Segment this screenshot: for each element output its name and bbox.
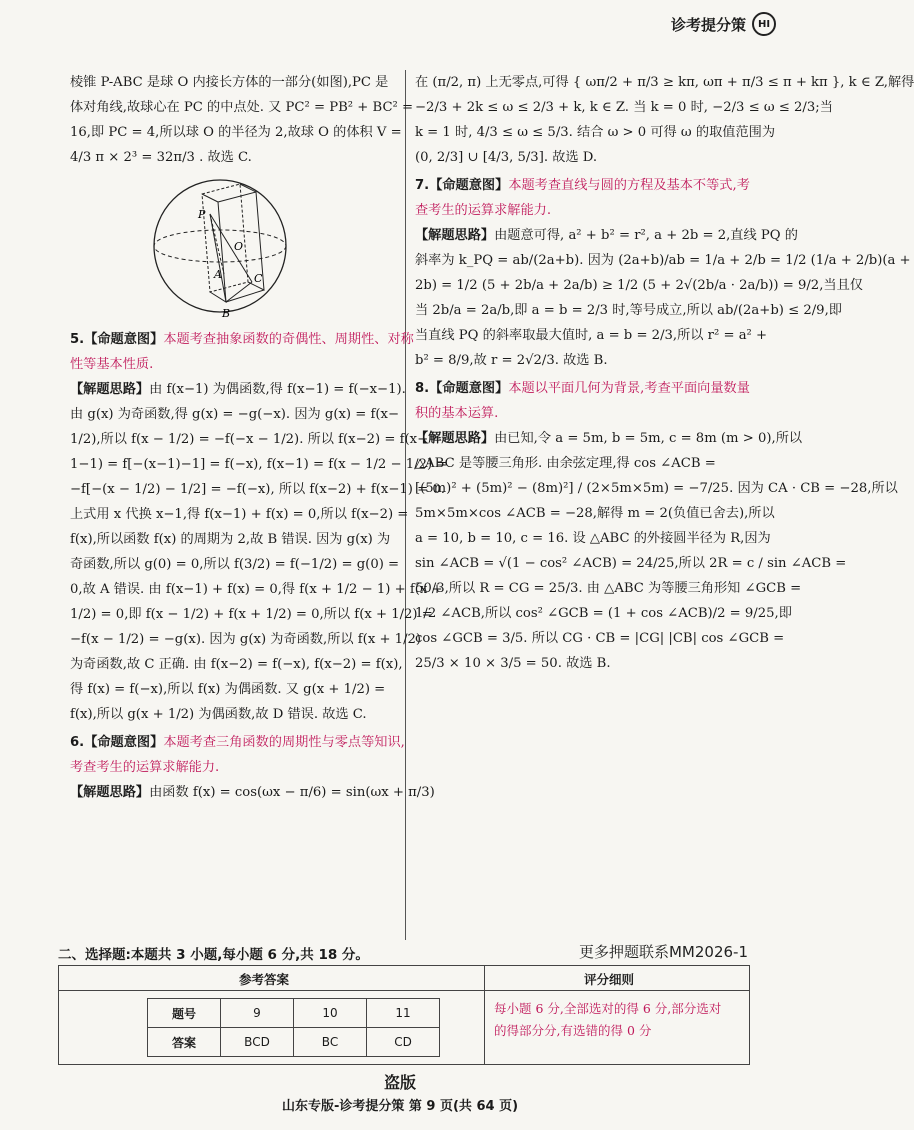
row-label: 题号 <box>148 999 221 1028</box>
q5-intent <box>70 327 414 352</box>
label-c: C <box>254 272 263 285</box>
page-number: 山东专版-诊考提分策 第 9 页(共 64 页) <box>281 1099 519 1114</box>
q8-solution-head <box>415 426 803 451</box>
solution-line: 5m×5m×cos ∠ACB = −28,解得 m = 2(负值已舍去),所以 <box>415 506 775 521</box>
table-cell: CD <box>367 1028 440 1057</box>
q6-cont-line: −2/3 + 2k ≤ ω ≤ 2/3 + k, k ∈ Z. 当 k = 0 时, −2/3 ≤ ω ≤ 2/3;当 <box>415 100 833 115</box>
solution-tag: 【解题思路】 <box>70 382 150 397</box>
scoring-line: 每小题 6 分,全部选对的得 6 分,部分选对 <box>494 1001 722 1016</box>
answer-box-header <box>59 966 749 991</box>
solution-line: [(5m)² + (5m)² − (8m)²] / (2×5m×5m) = −7/25. 因为 CA · CB = −28,所以 <box>415 481 898 496</box>
solution-line: 当直线 PQ 的斜率取最大值时, a = b = 2/3,所以 r² = a² + <box>415 328 768 343</box>
solution-text: 由题意可得, a² + b² = r², a + 2b = 2,直线 PQ 的 <box>494 228 798 243</box>
table-row <box>148 1028 440 1057</box>
text-line: 棱锥 P-ABC 是球 O 内接长方体的一部分(如图),PC 是 <box>70 75 389 90</box>
q7-intent <box>415 173 750 198</box>
q7-solution-head <box>415 223 798 248</box>
page-footer <box>0 1070 800 1114</box>
solution-line: f(x),所以 g(x + 1/2) 为偶函数,故 D 错误. 故选 C. <box>70 707 367 722</box>
section-multiple-choice <box>58 943 748 1050</box>
solution-line: 50/3,所以 R = CG = 25/3. 由 △ABC 为等腰三角形知 ∠GCB = <box>415 581 802 596</box>
intent-text: 性等基本性质. <box>70 357 154 372</box>
ref-answer-header: 参考答案 <box>239 972 290 987</box>
q8-number: 8. <box>415 381 430 396</box>
solution-line: 25/3 × 10 × 3/5 = 50. 故选 B. <box>415 656 611 671</box>
sphere-figure <box>140 174 300 324</box>
table-cell: 11 <box>367 999 440 1028</box>
q6-cont-line: 在 (π/2, π) 上无零点,可得 { ωπ/2 + π/3 ≥ kπ, ωπ + π/3 ≤ π + kπ }, k ∈ Z,解得 <box>415 75 914 90</box>
section-title: 二、选择题:本题共 3 小题,每小题 6 分,共 18 分。 <box>58 947 369 963</box>
intent-text: 查考生的运算求解能力. <box>415 203 552 218</box>
sphere-diagram <box>140 174 300 324</box>
q6-cont-line: (0, 2/3] ∪ [4/3, 5/3]. 故选 D. <box>415 150 598 165</box>
intent-tag: 【命题意图】 <box>84 332 164 347</box>
scoring-rules <box>494 998 739 1042</box>
solution-line: 上式用 x 代换 x−1,得 f(x−1) + f(x) = 0,所以 f(x−2) = <box>70 507 409 522</box>
solution-line: 0,故 A 错误. 由 f(x−1) + f(x) = 0,得 f(x + 1/2 − 1) + f(x + <box>70 582 443 597</box>
sphere-outline <box>154 180 286 312</box>
edge-bc <box>226 282 252 302</box>
solution-line: sin ∠ACB = √(1 − cos² ∠ACB) = 24/25,所以 2R = c / sin ∠ACB = <box>415 556 847 571</box>
right-column <box>415 70 914 676</box>
column-divider <box>405 70 406 940</box>
intent-text: 考查考生的运算求解能力. <box>70 760 220 775</box>
solution-line: 得 f(x) = f(−x),所以 f(x) 为偶函数. 又 g(x + 1/2) = <box>70 682 386 697</box>
solution-line: 1/2),所以 f(x − 1/2) = −f(−x − 1/2). 所以 f(x−2) = f(x− <box>70 432 429 447</box>
q5-solution-head <box>70 377 406 402</box>
q8-intent <box>415 376 750 401</box>
q6-intent <box>70 730 405 755</box>
table-cell: 9 <box>221 999 294 1028</box>
answer-box <box>58 965 750 1065</box>
header-brand <box>671 12 776 36</box>
solution-line: 1/2 ∠ACB,所以 cos² ∠GCB = (1 + cos ∠ACB)/2 = 9/25,即 <box>415 606 792 621</box>
intent-tag: 【命题意图】 <box>429 381 509 396</box>
q5-number: 5. <box>70 332 85 347</box>
label-b: B <box>222 307 231 320</box>
equator-ellipse <box>154 230 286 262</box>
table-row <box>148 999 440 1028</box>
table-cell: BCD <box>221 1028 294 1057</box>
scoring-header: 评分细则 <box>584 972 635 987</box>
solution-line: a = 10, b = 10, c = 16. 设 △ABC 的外接圆半径为 R,因为 <box>415 531 771 546</box>
label-p: P <box>198 208 206 221</box>
label-o: O <box>234 240 244 253</box>
intent-text: 本题考查直线与圆的方程及基本不等式,考 <box>508 178 750 193</box>
q7-number: 7. <box>415 178 430 193</box>
solution-line: −f(x − 1/2) = −g(x). 因为 g(x) 为奇函数,所以 f(x + 1/2) <box>70 632 422 647</box>
solution-line: 2b) = 1/2 (5 + 2b/a + 2a/b) ≥ 1/2 (5 + 2√(2b/a · 2a/b)) = 9/2,当且仅 <box>415 278 863 293</box>
piracy-stamp: 盗版 <box>383 1073 416 1092</box>
label-a: A <box>214 268 222 281</box>
solution-line: cos ∠GCB = 3/5. 所以 CG · CB = |CG| |CB| cos ∠GCB = <box>415 631 785 646</box>
solution-text: 由函数 f(x) = cos(ωx − π/6) = sin(ωx + π/3) <box>149 785 435 800</box>
text-line: 4/3 π × 2³ = 32π/3 . 故选 C. <box>70 150 252 165</box>
solution-line: 由 g(x) 为奇函数,得 g(x) = −g(−x). 因为 g(x) = f(x− <box>70 407 399 422</box>
brand-title: 诊考提分策 <box>670 15 746 34</box>
intent-tag: 【命题意图】 <box>429 178 509 193</box>
intent-tag: 【命题意图】 <box>84 735 164 750</box>
q6-cont-line: k = 1 时, 4/3 ≤ ω ≤ 5/3. 结合 ω > 0 可得 ω 的取值范围为 <box>415 125 776 140</box>
solution-tag: 【解题思路】 <box>415 431 495 446</box>
q6-solution-head <box>70 780 435 805</box>
table-cell: 10 <box>294 999 367 1028</box>
left-column <box>70 70 448 805</box>
solution-line: 斜率为 k_PQ = ab/(2a+b). 因为 (2a+b)/ab = 1/a + 2/b = 1/2 (1/a + 2/b)(a + <box>415 253 911 268</box>
solution-line: △ABC 是等腰三角形. 由余弦定理,得 cos ∠ACB = <box>415 456 716 471</box>
scoring-line: 的得部分分,有选错的得 0 分 <box>494 1023 652 1038</box>
text-line: 16,即 PC = 4,所以球 O 的半径为 2,故球 O 的体积 V = <box>70 125 402 140</box>
box-divider <box>484 966 485 1064</box>
solution-line: 为奇函数,故 C 正确. 由 f(x−2) = f(−x), f(x−2) = f(x), <box>70 657 403 672</box>
intent-text: 本题考查三角函数的周期性与零点等知识, <box>163 735 405 750</box>
box-edge <box>202 194 226 302</box>
answer-table <box>147 998 440 1057</box>
row-label: 答案 <box>148 1028 221 1057</box>
solution-line: b² = 8/9,故 r = 2√2/3. 故选 B. <box>415 353 608 368</box>
brand-logo-icon: HI <box>752 12 776 36</box>
solution-line: f(x),所以函数 f(x) 的周期为 2,故 B 错误. 因为 g(x) 为 <box>70 532 391 547</box>
solution-line: −f[−(x − 1/2) − 1/2] = −f(−x), 所以 f(x−2) + f(x−1) = 0. <box>70 482 445 497</box>
intent-text: 本题考查抽象函数的奇偶性、周期性、对称 <box>163 332 414 347</box>
solution-line: 奇函数,所以 g(0) = 0,所以 f(3/2) = f(−1/2) = g(0) = <box>70 557 400 572</box>
intent-text: 本题以平面几何为背景,考查平面向量数量 <box>508 381 750 396</box>
table-cell: BC <box>294 1028 367 1057</box>
solution-tag: 【解题思路】 <box>415 228 495 243</box>
solution-tag: 【解题思路】 <box>70 785 150 800</box>
solution-text: 由 f(x−1) 为偶函数,得 f(x−1) = f(−x−1). <box>149 382 406 397</box>
solution-text: 由已知,令 a = 5m, b = 5m, c = 8m (m > 0),所以 <box>494 431 803 446</box>
promo-note: 更多押题联系MM2026-1 <box>578 943 748 961</box>
intent-text: 积的基本运算. <box>415 406 499 421</box>
solution-line: 1−1) = f[−(x−1)−1] = f(−x), f(x−1) = f(x − 1/2 − 1/2) = <box>70 457 448 472</box>
solution-line: 1/2) = 0,即 f(x − 1/2) + f(x + 1/2) = 0,所以 f(x + 1/2) = <box>70 607 433 622</box>
q6-number: 6. <box>70 735 85 750</box>
solution-line: 当 2b/a = 2a/b,即 a = b = 2/3 时,等号成立,所以 ab/(2a+b) ≤ 2/9,即 <box>415 303 842 318</box>
text-line: 体对角线,故球心在 PC 的中点处. 又 PC² = PB² + BC² = <box>70 100 414 115</box>
